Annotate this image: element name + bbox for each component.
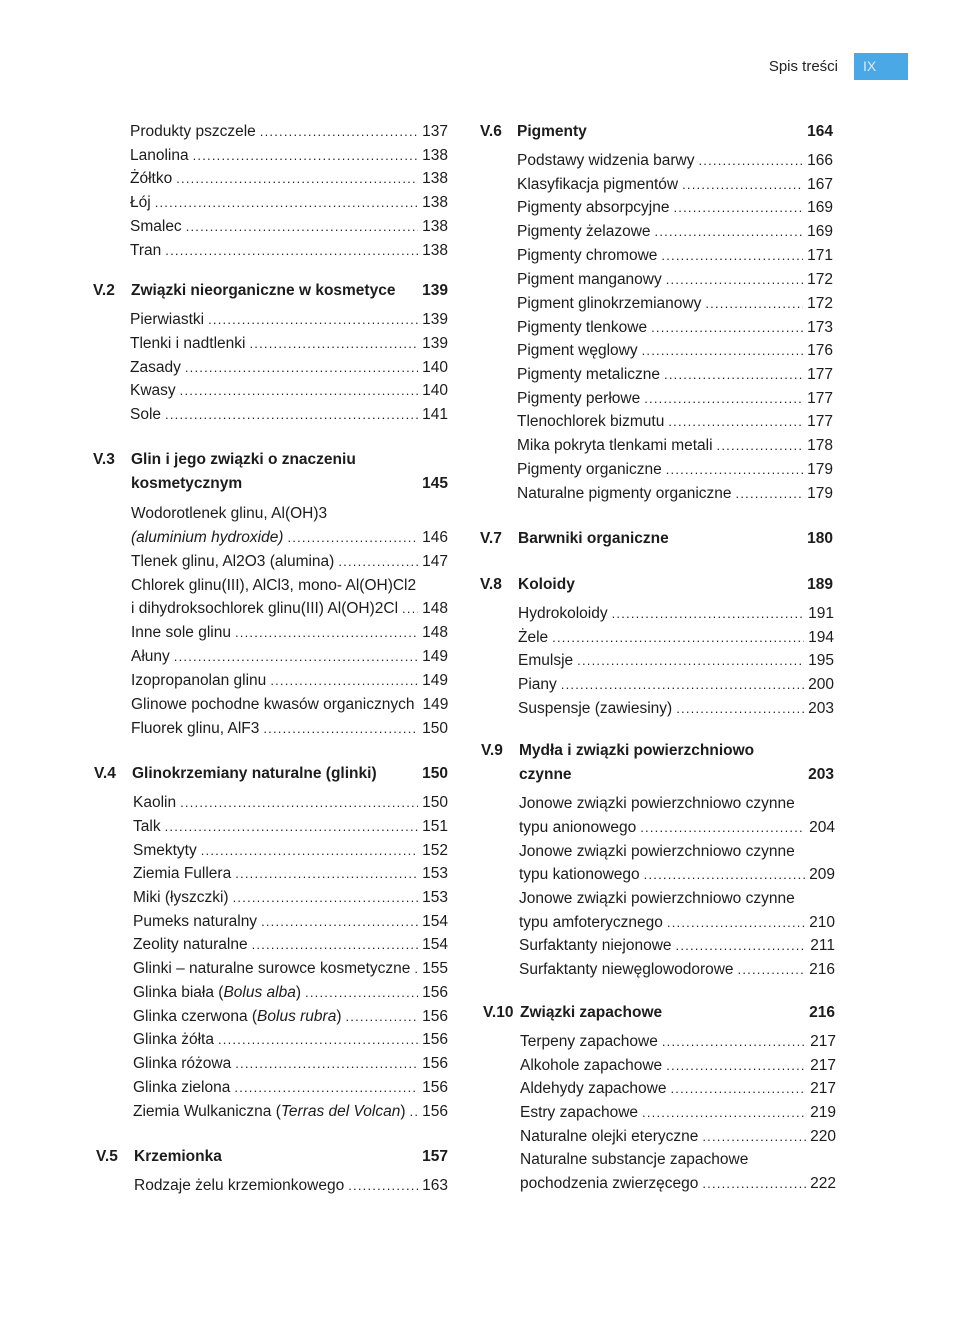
leader-dots (666, 1056, 806, 1076)
leader-dots (642, 341, 804, 361)
section-heading[interactable]: V.10 Związki zapachowe 216 (483, 1004, 835, 1021)
leader-dots (676, 936, 807, 956)
leader-dots (260, 122, 418, 142)
leader-dots (155, 193, 418, 213)
toc-entry[interactable]: typu amfoterycznego ..... 210 (519, 913, 835, 933)
leader-dots (201, 841, 418, 861)
leader-dots (674, 198, 804, 218)
leader-dots (717, 436, 804, 456)
toc-entry[interactable]: Żele ..... 194 (518, 628, 834, 648)
toc-entry[interactable]: Pigment glinokrzemianowy ..... 172 (517, 294, 833, 314)
toc-entry[interactable]: Ziemia Wulkaniczna (Terras del Volcan) ..... 156 (133, 1102, 448, 1122)
leader-dots (252, 935, 419, 955)
leader-dots (552, 628, 804, 648)
toc-entry[interactable]: Łój ..... 138 (130, 193, 448, 213)
toc-entry[interactable]: Pigment węglowy ..... 176 (517, 341, 833, 361)
toc-entry[interactable]: Hydrokoloidy ..... 191 (518, 604, 834, 624)
toc-entry[interactable]: Pigment manganowy ..... 172 (517, 270, 833, 290)
section-heading-cont[interactable]: czynne 203 (519, 766, 834, 783)
leader-dots (662, 1032, 806, 1052)
leader-dots (682, 175, 803, 195)
toc-entry[interactable]: Fluorek glinu, AlF3 ..... 150 (131, 719, 448, 739)
toc-entry[interactable]: Pigmenty perłowe ..... 177 (517, 389, 833, 409)
leader-dots (338, 552, 418, 572)
leader-dots (345, 1007, 418, 1027)
toc-entry[interactable]: Glinka różowa ..... 156 (133, 1054, 448, 1074)
toc-entry[interactable]: Surfaktanty niejonowe ..... 211 (519, 936, 835, 956)
toc-entry-title: Glinka czerwona (Bolus rubra) (133, 1008, 342, 1025)
toc-entry[interactable]: Tlenki i nadtlenki ..... 139 (130, 334, 448, 354)
leader-dots (661, 246, 803, 266)
leader-dots (185, 358, 418, 378)
leader-dots (702, 1127, 806, 1147)
leader-dots (261, 912, 418, 932)
toc-entry[interactable]: Glinka biała (Bolus alba) ..... 156 (133, 983, 448, 1003)
leader-dots (738, 960, 806, 980)
toc-entry[interactable]: Izopropanolan glinu ..... 149 (131, 671, 448, 691)
leader-dots (666, 460, 803, 480)
leader-dots (193, 146, 419, 166)
toc-entry[interactable]: Tlenochlorek bizmutu ..... 177 (517, 412, 833, 432)
toc-entry[interactable]: i dihydroksochlorek glinu(III) Al(OH)2Cl ..... 148 (131, 599, 448, 619)
leader-dots (176, 169, 418, 189)
leader-dots (235, 864, 418, 884)
leader-dots (402, 599, 418, 619)
header-title: Spis treści (768, 57, 838, 75)
toc-entry[interactable]: Zasady ..... 140 (130, 358, 448, 378)
section-heading[interactable]: V.4 Glinokrzemiany naturalne (glinki) 150 (94, 765, 448, 782)
leader-dots (612, 604, 805, 624)
toc-entry[interactable]: Glinowe pochodne kwasów organicznych 149 (131, 696, 449, 713)
toc-entry[interactable]: Glinka zielona ..... 156 (133, 1078, 448, 1098)
toc-entry[interactable]: typu kationowego ..... 209 (519, 865, 835, 885)
toc-entry[interactable]: Talk ..... 151 (133, 817, 448, 837)
leader-dots (702, 1174, 806, 1194)
toc-entry[interactable]: Ziemia Fullera ..... 153 (133, 864, 448, 884)
leader-dots (249, 334, 418, 354)
leader-dots (174, 647, 418, 667)
section-heading[interactable]: V.8 Koloidy 189 (480, 576, 833, 593)
leader-dots (234, 1078, 418, 1098)
toc-entry[interactable]: Podstawy widzenia barwy ..... 166 (517, 151, 833, 171)
toc-entry[interactable]: Klasyfikacja pigmentów ..... 167 (517, 175, 833, 195)
toc-entry-line1: Jonowe związki powierzchniowo czynne (519, 795, 795, 812)
toc-entry[interactable]: Miki (łyszczki) ..... 153 (133, 888, 448, 908)
toc-entry-line1: Jonowe związki powierzchniowo czynne (519, 843, 795, 860)
leader-dots (676, 699, 804, 719)
toc-entry[interactable]: Rodzaje żelu krzemionkowego ..... 163 (134, 1176, 448, 1196)
toc-entry[interactable]: Pigmenty metaliczne ..... 177 (517, 365, 833, 385)
leader-dots (165, 817, 419, 837)
leader-dots (263, 719, 418, 739)
toc-entry-title: Glinka biała (Bolus alba) (133, 984, 302, 1001)
leader-dots (667, 913, 805, 933)
leader-dots (208, 310, 418, 330)
section-heading[interactable]: V.2 Związki nieorganiczne w kosmetyce 139 (93, 282, 448, 299)
toc-entry[interactable]: Terpeny zapachowe ..... 217 (520, 1032, 836, 1052)
leader-dots (165, 405, 418, 425)
leader-dots (644, 865, 805, 885)
leader-dots (671, 1079, 807, 1099)
toc-entry[interactable]: Pigmenty absorpcyjne ..... 169 (517, 198, 833, 218)
toc-entry[interactable]: Smektyty ..... 152 (133, 841, 448, 861)
section-heading[interactable]: V.7 Barwniki organiczne 180 (480, 530, 833, 547)
section-heading-cont[interactable]: kosmetycznym 145 (131, 475, 448, 492)
leader-dots (410, 1102, 419, 1122)
leader-dots (664, 365, 803, 385)
page-number-tab: IX (854, 53, 908, 80)
toc-entry[interactable]: Kaolin ..... 150 (133, 793, 448, 813)
leader-dots (640, 818, 805, 838)
section-heading[interactable]: V.3 Glin i jego związki o znaczeniu (93, 451, 356, 468)
toc-entry[interactable]: Mika pokryta tlenkami metali ..... 178 (517, 436, 833, 456)
toc-entry[interactable]: Tran ..... 138 (130, 241, 448, 261)
toc-entry[interactable]: pochodzenia zwierzęcego ..... 222 (520, 1174, 836, 1194)
leader-dots (644, 389, 803, 409)
toc-entry[interactable]: Żółtko ..... 138 (130, 169, 448, 189)
toc-entry[interactable]: Naturalne olejki eteryczne ..... 220 (520, 1127, 836, 1147)
toc-entry[interactable]: Aldehydy zapachowe ..... 217 (520, 1079, 836, 1099)
toc-entry[interactable]: typu anionowego ..... 204 (519, 818, 835, 838)
toc-entry[interactable]: Zeolity naturalne ..... 154 (133, 935, 448, 955)
leader-dots (180, 793, 418, 813)
toc-entry-line1: Chlorek glinu(III), AlCl3, mono- Al(OH)Cl2 (131, 577, 417, 594)
leader-dots (414, 959, 418, 979)
leader-dots (165, 241, 418, 261)
toc-entry[interactable]: Pumeks naturalny ..... 154 (133, 912, 448, 932)
toc-entry[interactable]: Naturalne pigmenty organiczne ..... 179 (517, 484, 833, 504)
leader-dots (698, 151, 803, 171)
toc-entry[interactable]: Piany ..... 200 (518, 675, 834, 695)
leader-dots (186, 217, 418, 237)
section-heading[interactable]: V.9 Mydła i związki powierzchniowo (481, 742, 755, 759)
toc-entry[interactable]: Pigmenty chromowe ..... 171 (517, 246, 833, 266)
toc-entry[interactable]: Glinka czerwona (Bolus rubra) ..... 156 (133, 1007, 448, 1027)
leader-dots (287, 528, 418, 548)
toc-entry[interactable]: Alkohole zapachowe ..... 217 (520, 1056, 836, 1076)
section-heading[interactable]: V.6 Pigmenty 164 (480, 123, 833, 140)
leader-dots (218, 1030, 418, 1050)
leader-dots (736, 484, 804, 504)
leader-dots (235, 1054, 418, 1074)
toc-entry-line1: Wodorotlenek glinu, Al(OH)3 (131, 505, 328, 522)
toc-entry-line1: Naturalne substancje zapachowe (520, 1151, 749, 1168)
leader-dots (180, 381, 418, 401)
leader-dots (655, 222, 804, 242)
leader-dots (651, 318, 803, 338)
toc-entry[interactable]: Ałuny ..... 149 (131, 647, 448, 667)
toc-entry[interactable]: Estry zapachowe ..... 219 (520, 1103, 836, 1123)
leader-dots (561, 675, 804, 695)
leader-dots (705, 294, 803, 314)
toc-entry[interactable]: Tlenek glinu, Al2O3 (alumina) ..... 147 (131, 552, 448, 572)
toc-entry[interactable]: Glinki – naturalne surowce kosmetyczne ..... 155 (133, 959, 448, 979)
leader-dots (233, 888, 419, 908)
toc-entry[interactable]: Pigmenty tlenkowe ..... 173 (517, 318, 833, 338)
leader-dots (666, 270, 803, 290)
toc-entry[interactable]: Suspensje (zawiesiny) ..... 203 (518, 699, 834, 719)
toc-entry[interactable]: Lanolina ..... 138 (130, 146, 448, 166)
leader-dots (305, 983, 418, 1003)
leader-dots (642, 1103, 806, 1123)
toc-entry[interactable]: Produkty pszczele ..... 137 (130, 122, 448, 142)
toc-entry[interactable]: Pierwiastki ..... 139 (130, 310, 448, 330)
toc-entry[interactable]: Smalec ..... 138 (130, 217, 448, 237)
toc-entry[interactable]: Pigmenty żelazowe ..... 169 (517, 222, 833, 242)
toc-entry[interactable]: Inne sole glinu ..... 148 (131, 623, 448, 643)
toc-entry[interactable]: Kwasy ..... 140 (130, 381, 448, 401)
toc-entry-title: Ziemia Wulkaniczna (Terras del Volcan) (133, 1103, 406, 1120)
toc-entry-line1: Jonowe związki powierzchniowo czynne (519, 890, 795, 907)
leader-dots (270, 671, 418, 691)
toc-entry[interactable]: Emulsje ..... 195 (518, 651, 834, 671)
toc-entry[interactable]: Glinka żółta ..... 156 (133, 1030, 448, 1050)
toc-entry[interactable]: Surfaktanty niewęglowodorowe ..... 216 (519, 960, 835, 980)
toc-entry[interactable]: Sole ..... 141 (130, 405, 448, 425)
leader-dots (348, 1176, 418, 1196)
leader-dots (577, 651, 804, 671)
section-heading[interactable]: V.5 Krzemionka 157 (96, 1148, 448, 1165)
toc-entry[interactable]: (aluminium hydroxide) ..... 146 (131, 528, 448, 548)
leader-dots (235, 623, 418, 643)
toc-entry[interactable]: Pigmenty organiczne ..... 179 (517, 460, 833, 480)
leader-dots (668, 412, 803, 432)
